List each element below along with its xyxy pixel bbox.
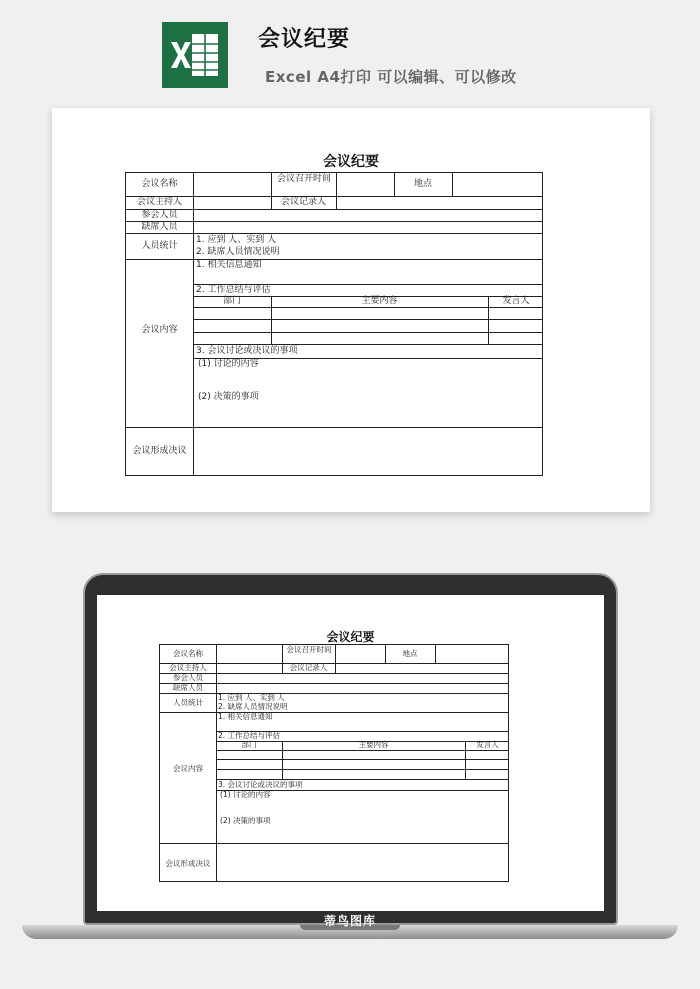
stats-line-2: 2. 缺席人员情况说明 [218, 702, 288, 711]
stats-line-2: 2. 缺席人员情况说明 [196, 247, 280, 257]
stats-line-1: 1. 应到 人、实到 人 [218, 693, 285, 702]
grid-line [126, 233, 542, 234]
col-department: 部门 [222, 296, 241, 306]
form-title: 会议纪要 [326, 630, 375, 644]
recorder-label: 会议记录人 [289, 663, 328, 672]
grid-line [336, 173, 337, 196]
content-label: 会议内容 [173, 764, 203, 773]
grid-line [126, 209, 542, 210]
discussion-item-2: (2) 决策的事项 [198, 392, 259, 402]
grid-line [160, 693, 508, 694]
attendees-label: 参会人员 [141, 210, 178, 220]
brand-watermark: 蒂鸟图库 [323, 914, 376, 928]
grid-line [335, 663, 336, 673]
info-notice: 1. 相关信息通知 [218, 712, 273, 721]
grid-line [216, 645, 217, 881]
col-speaker: 发言人 [476, 740, 499, 749]
sheet-preview [52, 108, 650, 512]
recorder-label: 会议记录人 [280, 197, 326, 207]
grid-line [335, 645, 336, 663]
grid-line [336, 196, 337, 209]
laptop-screen [97, 595, 604, 911]
absent-label: 缺席人员 [141, 222, 178, 232]
discussion-item-2: (2) 决策的事项 [220, 816, 271, 825]
col-department: 部门 [241, 740, 257, 749]
content-label: 会议内容 [141, 325, 178, 335]
grid-line [126, 427, 542, 428]
grid-line [193, 307, 542, 308]
col-main-content: 主要内容 [358, 740, 389, 749]
absent-label: 缺席人员 [173, 683, 203, 692]
resolution-label: 会议形成决议 [165, 859, 211, 868]
page-title: 会议纪要 [258, 27, 351, 52]
host-label: 会议主持人 [136, 197, 182, 207]
meeting-name-label: 会议名称 [173, 649, 203, 658]
discussion-header: 3. 会议讨论或决议的事项 [218, 780, 303, 789]
grid-line [126, 196, 542, 197]
grid-line [452, 173, 453, 196]
meeting-time-label: 会议召开时间 [286, 645, 332, 654]
meeting-name-label: 会议名称 [141, 179, 178, 189]
attendees-label: 参会人员 [173, 673, 203, 682]
grid-line [160, 712, 508, 713]
grid-line [193, 344, 542, 345]
info-notice: 1. 相关信息通知 [196, 260, 262, 270]
resolution-label: 会议形成决议 [132, 446, 187, 456]
discussion-item-1: (1) 讨论的内容 [220, 790, 271, 799]
form-title: 会议纪要 [323, 154, 379, 170]
location-label: 地点 [413, 179, 432, 189]
work-summary: 2. 工作总结与评估 [196, 285, 271, 295]
meeting-time-label: 会议召开时间 [276, 174, 331, 184]
excel-icon [162, 22, 228, 88]
grid-line [193, 173, 194, 475]
grid-line [126, 259, 542, 260]
meeting-form [125, 172, 543, 476]
stats-label: 人员统计 [173, 698, 203, 707]
col-speaker: 发言人 [502, 296, 530, 306]
stats-label: 人员统计 [141, 241, 178, 251]
meeting-form [159, 644, 509, 882]
grid-line [193, 319, 542, 320]
grid-line [160, 843, 508, 844]
page-subtitle: Excel A4打印 可以编辑、可以修改 [265, 68, 517, 86]
grid-line [193, 332, 542, 333]
grid-line [435, 645, 436, 663]
host-label: 会议主持人 [169, 663, 207, 672]
discussion-header: 3. 会议讨论或决议的事项 [196, 346, 298, 356]
grid-line [126, 221, 542, 222]
location-label: 地点 [402, 649, 418, 658]
work-summary: 2. 工作总结与评估 [218, 731, 281, 740]
col-main-content: 主要内容 [361, 296, 398, 306]
discussion-item-1: (1) 讨论的内容 [198, 359, 259, 369]
stats-line-1: 1. 应到 人、实到 人 [196, 235, 277, 245]
